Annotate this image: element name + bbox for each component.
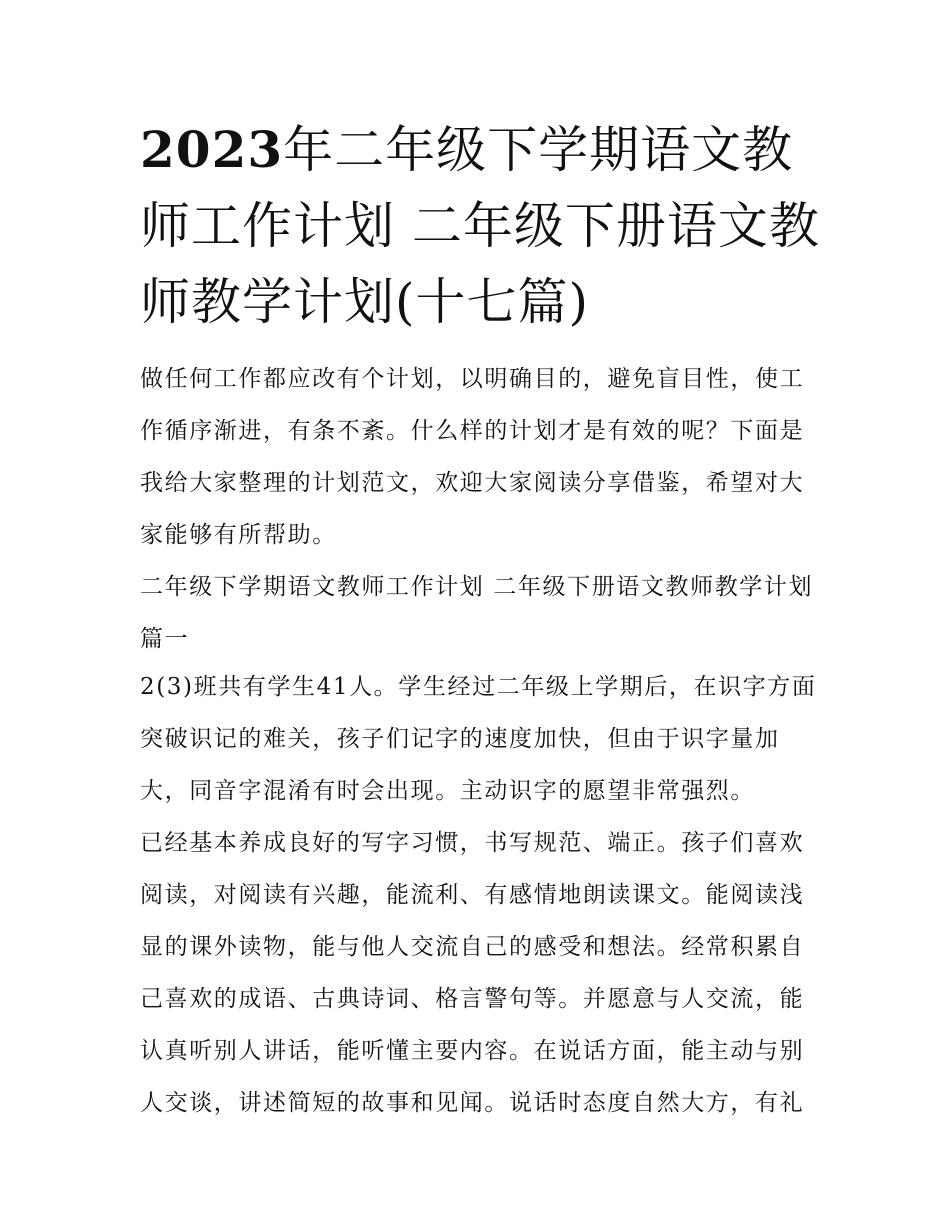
class-overview-paragraph: 2(3)班共有学生41人。学生经过二年级上学期后，在识字方面突破识记的难关，孩子们记字的速度加快，但由于识字量加大，同音字混淆有时会出现。主动识字的愿望非常强烈。 [140, 674, 817, 804]
document-title [140, 112, 820, 340]
section-heading-paragraph: 二年级下学期语文教师工作计划 二年级下册语文教师教学计划篇一 [140, 574, 814, 652]
intro-paragraph: 做任何工作都应改有个计划，以明确目的，避免盲目性，使工作循序渐进，有条不紊。什么样的计划才是有效的呢？下面是我给大家整理的计划范文，欢迎大家阅读分享借鉴，希望对大家能够有所帮助。 [140, 366, 805, 548]
title-text: 年二年级下学期语文教师工作计划 二年级下册语文教师教学计划(十七篇) [140, 121, 820, 331]
student-abilities-paragraph: 已经基本养成良好的写字习惯，书写规范、端正。孩子们喜欢阅读，对阅读有兴趣，能流利、有感情地朗读课文。能阅读浅显的课外读物，能与他人交流自己的感受和想法。经常积累自己喜欢的成语、古典诗词、格言警句等。并愿意与人交流，能认真听别人讲话，能听懂主要内容。在说话方面，能主动与别人交谈，讲述简短的故事和见闻。说话时态度自然大方，有礼 [140, 830, 805, 1116]
title-year: 2023 [140, 120, 284, 179]
